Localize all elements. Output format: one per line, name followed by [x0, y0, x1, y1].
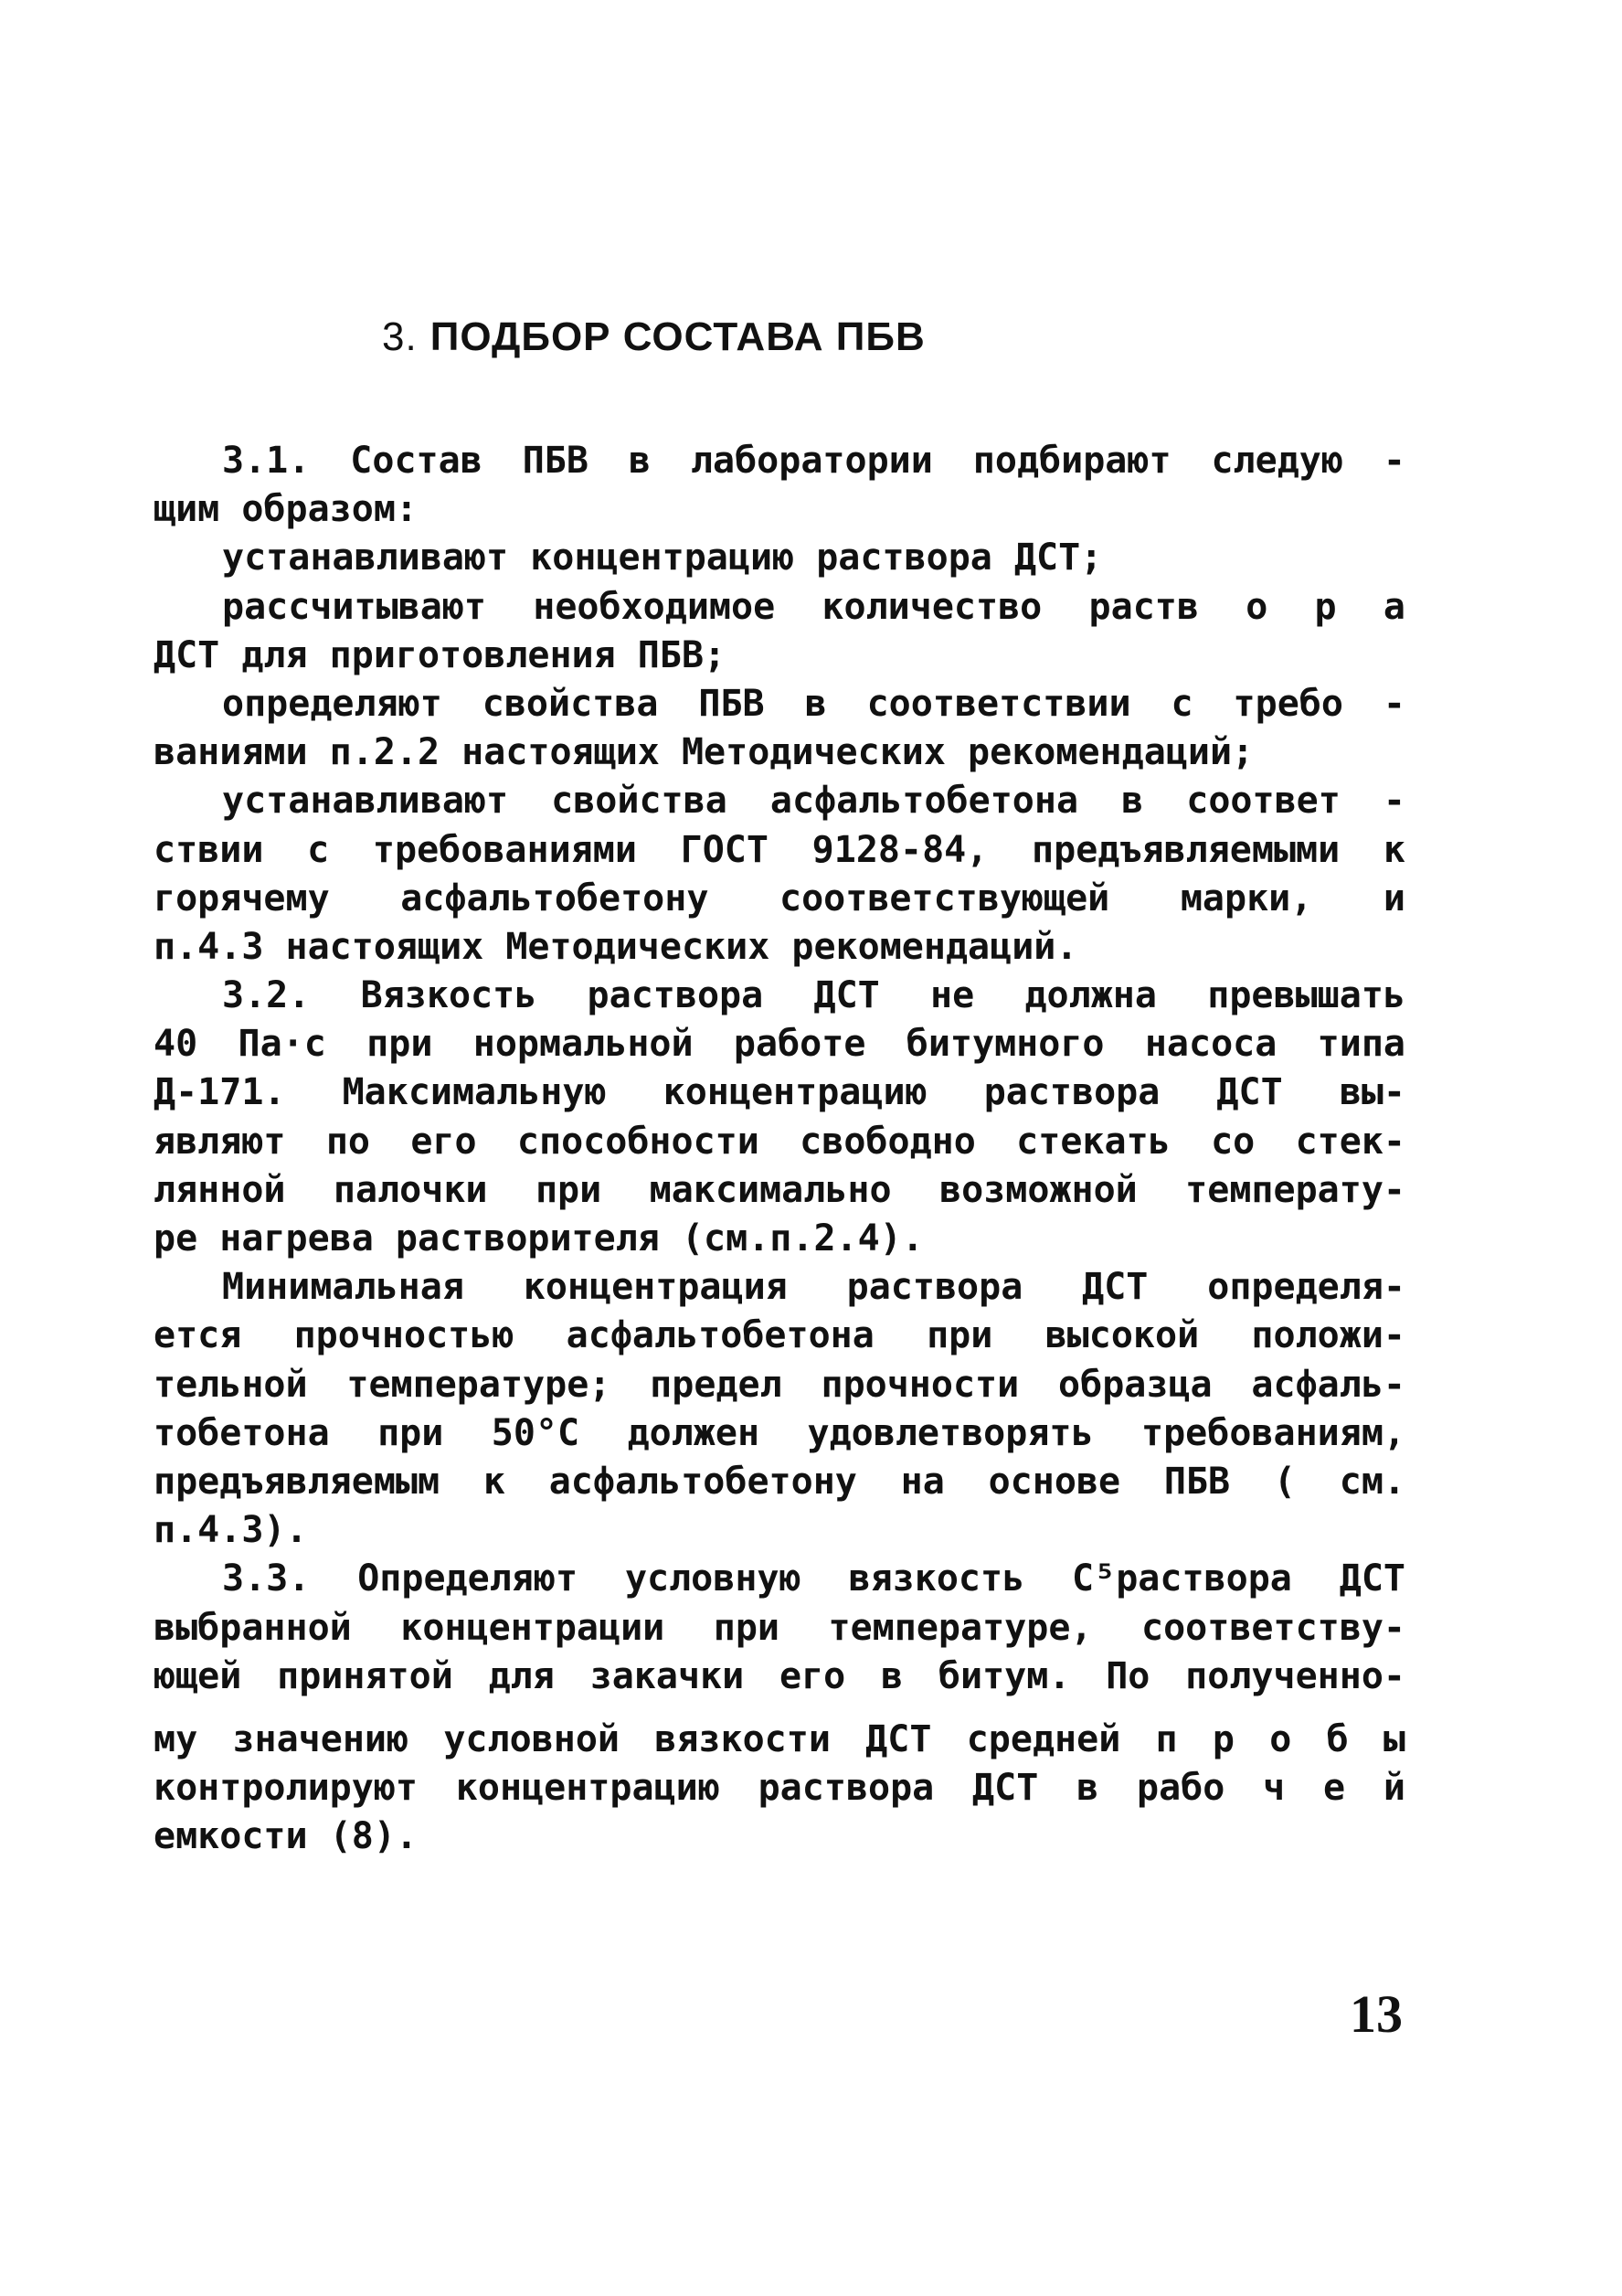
text-line: тобетона при 50°С должен удовлетворять требованиям,	[154, 1411, 1405, 1454]
text-line: емкости (8).	[154, 1815, 418, 1858]
text-line: Д-171. Максимальную концентрацию раствора ДСТ вы-	[154, 1071, 1405, 1114]
text-line: 3.3. Определяют условную вязкость C⁵раствора ДСТ	[222, 1557, 1405, 1600]
text-line: щим образом:	[154, 488, 418, 531]
section-number: 3.	[382, 314, 418, 359]
text-line: выбранной концентрации при температуре, соответству-	[154, 1606, 1405, 1649]
text-line: му значению условной вязкости ДСТ средней п р о б ы	[154, 1717, 1405, 1760]
page-number: 13	[1350, 1984, 1403, 2044]
text-line: являют по его способности свободно стекать со стек-	[154, 1120, 1405, 1163]
text-line: предъявляемым к асфальтобетону на основе ПБВ ( см.	[154, 1460, 1405, 1503]
text-line: контролируют концентрацию раствора ДСТ в рабо ч е й	[154, 1767, 1405, 1810]
text-line: рассчитывают необходимое количество раств о р а	[222, 585, 1405, 628]
section-title: ПОДБОР СОСТАВА ПБВ	[429, 314, 926, 359]
text-line: 3.2. Вязкость раствора ДСТ не должна превышать	[222, 974, 1405, 1017]
text-line: ствии с требованиями ГОСТ 9128-84, предъявляемыми к	[154, 828, 1405, 871]
text-line: устанавливают концентрацию раствора ДСТ;	[222, 537, 1103, 579]
text-line: 3.1. Состав ПБВ в лаборатории подбирают следую -	[222, 440, 1405, 482]
text-line: лянной палочки при максимально возможной температу-	[154, 1168, 1405, 1211]
text-line: ется прочностью асфальтобетона при высокой положи-	[154, 1314, 1405, 1357]
text-line: Минимальная концентрация раствора ДСТ определя-	[222, 1266, 1405, 1309]
text-line: ваниями п.2.2 настоящих Методических рекомендаций;	[154, 731, 1255, 774]
text-line: ющей принятой для закачки его в битум. По полученно-	[154, 1654, 1405, 1697]
text-line: ре нагрева растворителя (см.п.2.4).	[154, 1217, 924, 1260]
text-line: 40 Па·с при нормальной работе битумного насоса типа	[154, 1023, 1405, 1066]
body-text	[154, 437, 1405, 1861]
text-line: п.4.3 настоящих Методических рекомендаций.	[154, 925, 1078, 968]
text-line: горячему асфальтобетону соответствующей марки, и	[154, 877, 1405, 919]
text-line: ДСТ для приготовления ПБВ;	[154, 633, 726, 676]
text-line: тельной температуре; предел прочности образца асфаль-	[154, 1363, 1405, 1406]
section-heading	[382, 314, 926, 360]
text-line: определяют свойства ПБВ в соответствии с требо -	[222, 682, 1405, 725]
text-line: п.4.3).	[154, 1509, 308, 1552]
text-line: устанавливают свойства асфальтобетона в соответ -	[222, 780, 1405, 823]
